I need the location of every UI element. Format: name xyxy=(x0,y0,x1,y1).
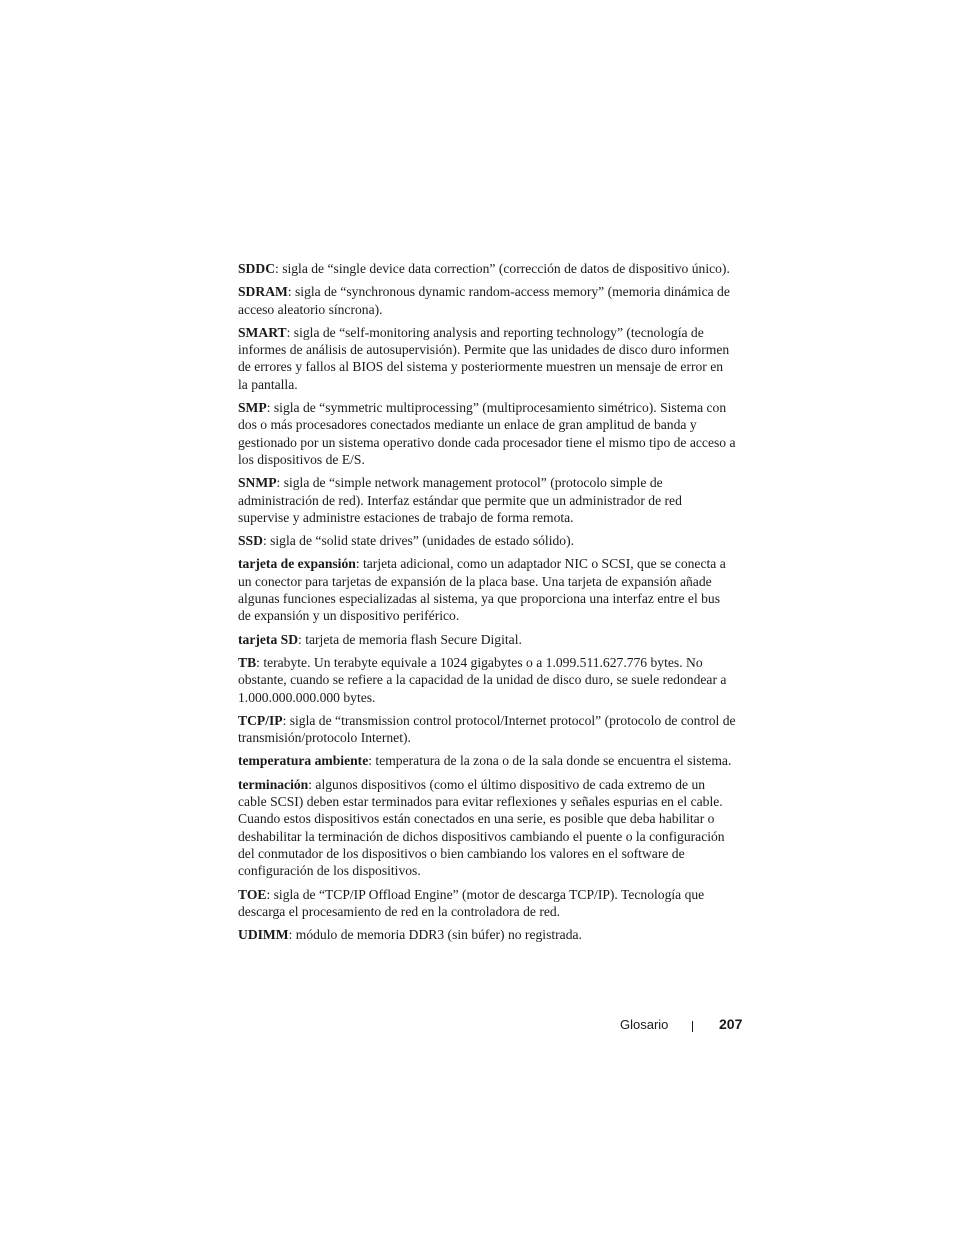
glossary-term: tarjeta de expansión xyxy=(238,556,356,572)
glossary-term: terminación xyxy=(238,776,309,792)
glossary-entry xyxy=(238,532,736,549)
glossary-term: SMART xyxy=(238,324,287,340)
glossary-entry xyxy=(238,260,736,277)
glossary-term: SDRAM xyxy=(238,284,288,300)
glossary-term: temperatura ambiente xyxy=(238,753,369,769)
page-number: 207 xyxy=(719,1016,743,1032)
glossary-definition: : sigla de “TCP/IP Offload Engine” (motor de descarga TCP/IP). Tecnología que descarga el procesamiento de red en la controladora de red. xyxy=(238,886,705,919)
glossary-definition: : sigla de “single device data correction” (corrección de datos de dispositivo único). xyxy=(275,261,730,276)
glossary-entry xyxy=(238,631,736,648)
glossary-entry xyxy=(238,555,736,624)
glossary-term: TOE xyxy=(238,886,267,902)
footer-section-title: Glosario xyxy=(620,1017,669,1032)
glossary-definition: : sigla de “symmetric multiprocessing” (multiprocesamiento simétrico). Sistema con dos o más procesadores conectados mediante un enlace de gran amplitud de banda y gestionado por un sistema operativo donde cada procesador tiene el mismo tipo de acceso a los dispositivos de E/S. xyxy=(238,400,736,467)
glossary-definition: : terabyte. Un terabyte equivale a 1024 gigabytes o a 1.099.511.627.776 bytes. No obstante, cuando se refiere a la capacidad de la unidad de disco duro, se suele redondear a 1.000.000.000.000 bytes. xyxy=(238,654,727,705)
glossary-definition: : tarjeta adicional, como un adaptador NIC o SCSI, que se conecta a un conector para tarjetas de expansión de la placa base. Una tarjeta de expansión añade algunas funciones especializadas al sistema, ya que proporciona una interfaz entre el bus de expansión y un dispositivo periférico. xyxy=(238,556,726,624)
glossary-term: SDDC xyxy=(238,261,276,276)
glossary-entry xyxy=(238,283,736,318)
glossary-term: SSD xyxy=(238,533,263,549)
glossary-entry xyxy=(238,654,736,706)
footer-separator xyxy=(692,1021,693,1032)
glossary-definition: : sigla de “self-monitoring analysis and reporting technology” (tecnología de informes de análisis de autosupervisión). Permite que las unidades de disco duro informen de errores y fallos al BIOS del sistema y posteriormente muestren un mensaje de error en la pantalla. xyxy=(238,324,730,392)
glossary-definition: : tarjeta de memoria flash Secure Digital. xyxy=(298,631,522,647)
glossary-term: tarjeta SD xyxy=(238,631,299,647)
glossary-definition: : algunos dispositivos (como el último dispositivo de cada extremo de un cable SCSI) deben estar terminados para evitar reflexiones y señales espurias en el cable. Cuando estos dispositivos están conectados en una serie, es posible que deba habilitar o deshabilitar la terminación de dichos dispositivos cambiando el puente o la configuración del conmutador de los dispositivos o bien cambiando los valores en el software de configuración de los dispositivos. xyxy=(238,776,725,879)
glossary-entry xyxy=(238,752,736,769)
glossary-definition: : sigla de “simple network management protocol” (protocolo simple de administración de red). Interfaz estándar que permite que un administrador de red supervise y administre estaciones de trabajo de forma remota. xyxy=(238,475,682,525)
glossary-entry xyxy=(238,776,736,880)
glossary-entry xyxy=(238,324,736,393)
glossary-content xyxy=(238,260,736,949)
glossary-term: UDIMM xyxy=(238,927,289,943)
glossary-term: SMP xyxy=(238,400,267,416)
glossary-entry xyxy=(238,712,736,747)
page-footer xyxy=(620,1015,743,1035)
glossary-entry xyxy=(238,926,736,943)
glossary-definition: : sigla de “solid state drives” (unidades de estado sólido). xyxy=(262,533,575,549)
glossary-entry xyxy=(238,886,736,921)
glossary-term: TB xyxy=(238,654,257,670)
glossary-definition: : sigla de “synchronous dynamic random-access memory” (memoria dinámica de acceso aleatorio síncrona). xyxy=(238,284,730,317)
glossary-term: SNMP xyxy=(238,475,277,491)
glossary-definition: : sigla de “transmission control protocol/Internet protocol” (protocolo de control de transmisión/protocolo Internet). xyxy=(238,712,736,746)
glossary-entry xyxy=(238,474,736,526)
glossary-definition: : módulo de memoria DDR3 (sin búfer) no registrada. xyxy=(288,927,582,943)
glossary-term: TCP/IP xyxy=(238,712,283,728)
glossary-entry xyxy=(238,399,736,468)
glossary-definition: : temperatura de la zona o de la sala donde se encuentra el sistema. xyxy=(368,753,732,769)
